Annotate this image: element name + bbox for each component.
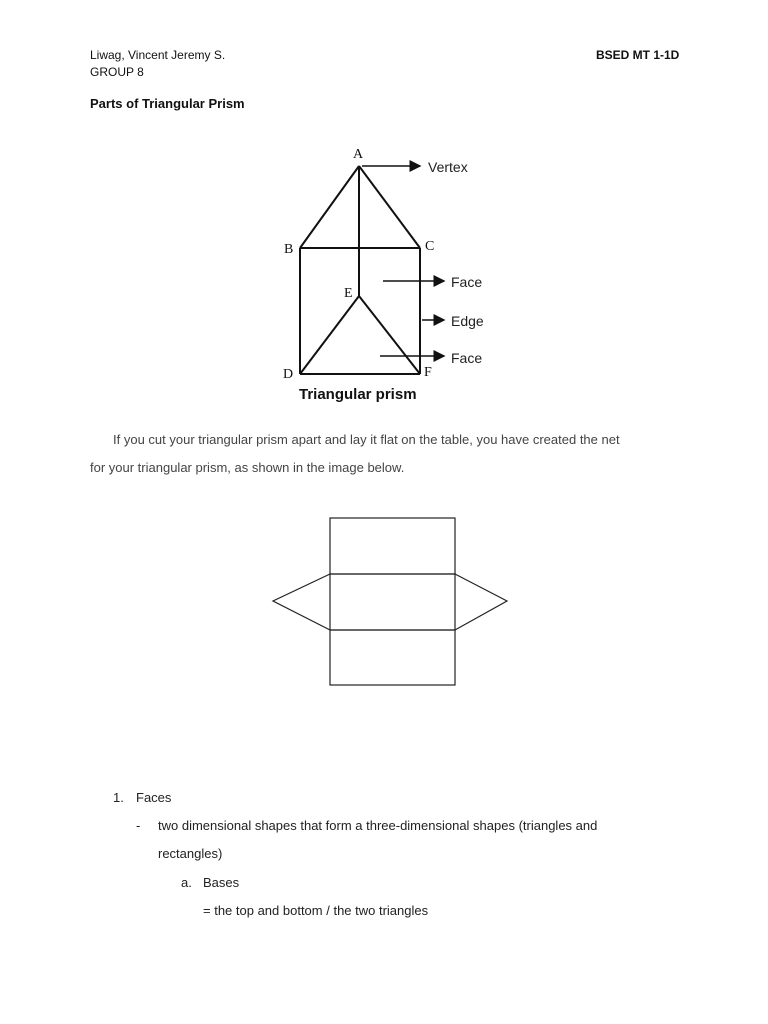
sublist-a-desc: = the top and bottom / the two triangles [203, 903, 429, 918]
vertex-label-e: E [344, 286, 353, 301]
course-label: BSED MT 1-1D [596, 48, 680, 62]
net-triangle-left [273, 574, 330, 630]
list-item-1-desc-line-2: rectangles) [158, 846, 223, 861]
vertex-label-c: C [425, 239, 435, 254]
paragraph-line-2: for your triangular prism, as shown in the image below. [90, 460, 405, 475]
paragraph-line-1: If you cut your triangular prism apart and lay it flat on the table, you have created the net [113, 432, 620, 447]
face2-text: Face [451, 350, 483, 366]
vertex-label-a: A [353, 147, 364, 162]
list-item-1-number: 1. [113, 790, 124, 805]
list-dash: - [136, 818, 141, 833]
list-item-1-desc-line-1: two dimensional shapes that form a three-dimensional shapes (triangles and [158, 818, 598, 833]
net-triangle-right [455, 574, 507, 630]
group-label: GROUP 8 [90, 65, 144, 79]
sublist-a-title: Bases [203, 875, 240, 890]
edge-text: Edge [451, 313, 484, 329]
net-rect-middle [330, 574, 455, 630]
list-item-1-title: Faces [136, 790, 172, 805]
vertex-label-f: F [424, 365, 432, 380]
edge-ed [300, 296, 359, 374]
prism-net-figure [0, 500, 768, 700]
vertex-text: Vertex [428, 159, 468, 175]
face1-text: Face [451, 274, 483, 290]
triangular-prism-figure [0, 0, 768, 420]
net-rect-top [330, 518, 455, 574]
author-name: Liwag, Vincent Jeremy S. [90, 48, 226, 62]
figure-caption: Triangular prism [299, 386, 417, 403]
vertex-label-b: B [284, 242, 294, 257]
page-title: Parts of Triangular Prism [90, 96, 245, 111]
edge-ef [359, 296, 420, 374]
net-rect-bottom [330, 630, 455, 685]
sublist-a-letter: a. [181, 875, 192, 890]
edge-ab [300, 166, 359, 248]
vertex-label-d: D [283, 367, 294, 382]
edge-ac [359, 166, 420, 248]
